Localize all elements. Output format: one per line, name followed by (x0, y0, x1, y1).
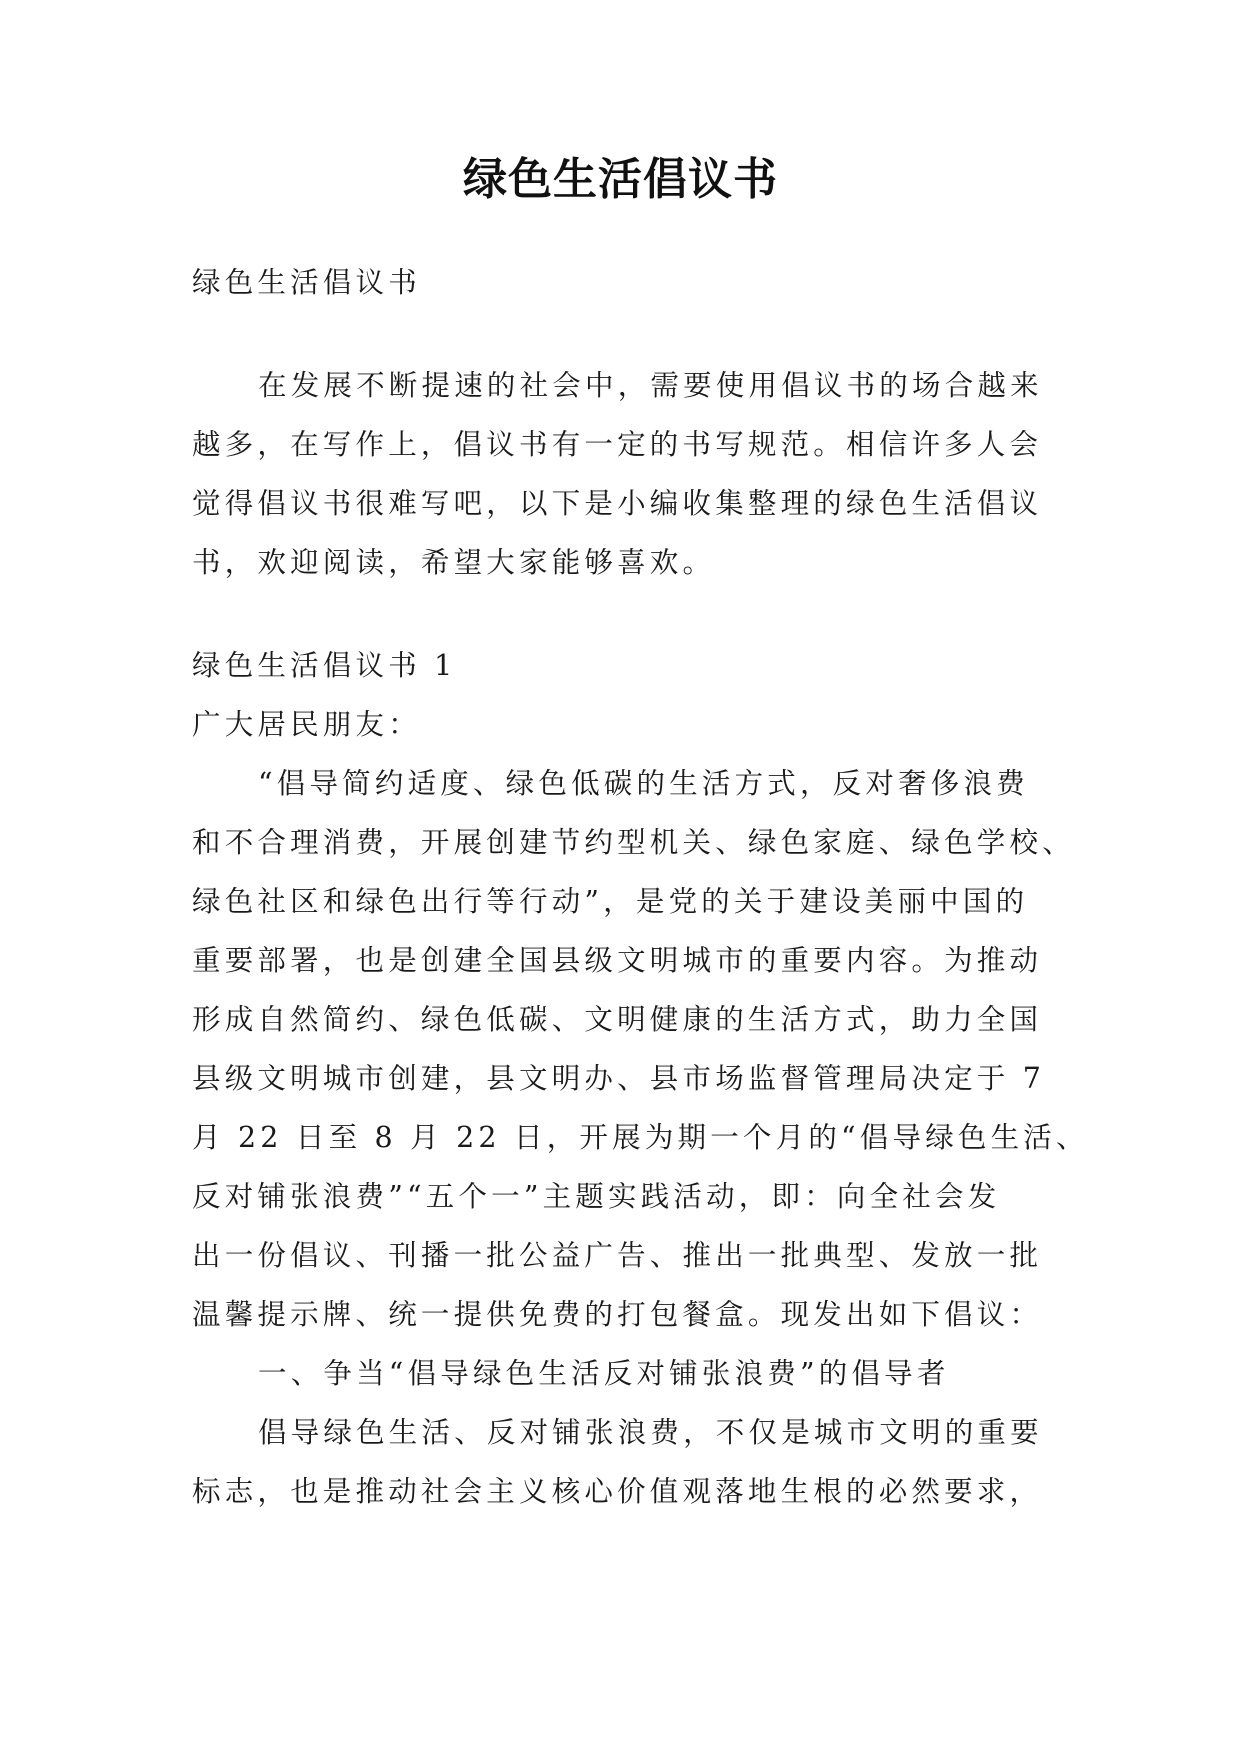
text-line: 反对铺张浪费”“五个一”主题实践活动，即：向全社会发 (192, 1180, 1001, 1213)
text-line: 在发展不断提速的社会中，需要使用倡议书的场合越来 (258, 369, 1043, 402)
text-line: 重要部署，也是创建全国县级文明城市的重要内容。为推动 (192, 944, 1043, 977)
text-line: 和不合理消费，开展创建节约型机关、绿色家庭、绿色学校、 (192, 826, 1075, 859)
text-line: 绿色生活倡议书 (192, 266, 421, 299)
text-line: 倡导绿色生活、反对铺张浪费，不仅是城市文明的重要 (258, 1416, 1043, 1449)
text-line: 一、争当“倡导绿色生活反对铺张浪费”的倡导者 (258, 1357, 950, 1390)
text-line: 温馨提示牌、统一提供免费的打包餐盒。现发出如下倡议： (192, 1298, 1043, 1331)
text-line: 绿色社区和绿色出行等行动”，是党的关于建设美丽中国的 (192, 885, 1029, 918)
text-line: 形成自然简约、绿色低碳、文明健康的生活方式，助力全国 (192, 1003, 1043, 1036)
text-line: 标志，也是推动社会主义核心价值观落地生根的必然要求， (192, 1475, 1043, 1508)
text-line: 月 22 日至 8 月 22 日，开展为期一个月的“倡导绿色生活、 (192, 1121, 1089, 1154)
text-line: 绿色生活倡议书 1 (192, 649, 457, 682)
text-line: 县级文明城市创建，县文明办、县市场监督管理局决定于 7 (192, 1062, 1046, 1095)
text-line: 越多，在写作上，倡议书有一定的书写规范。相信许多人会 (192, 428, 1043, 461)
text-line: 广大居民朋友： (192, 708, 421, 741)
text-line: 书，欢迎阅读，希望大家能够喜欢。 (192, 546, 716, 579)
text-line: 出一份倡议、刊播一批公益广告、推出一批典型、发放一批 (192, 1239, 1043, 1272)
text-line: “倡导简约适度、绿色低碳的生活方式，反对奢侈浪费 (258, 767, 1029, 800)
document-title: 绿色生活倡议书 (463, 154, 778, 205)
text-line: 觉得倡议书很难写吧，以下是小编收集整理的绿色生活倡议 (192, 487, 1043, 520)
